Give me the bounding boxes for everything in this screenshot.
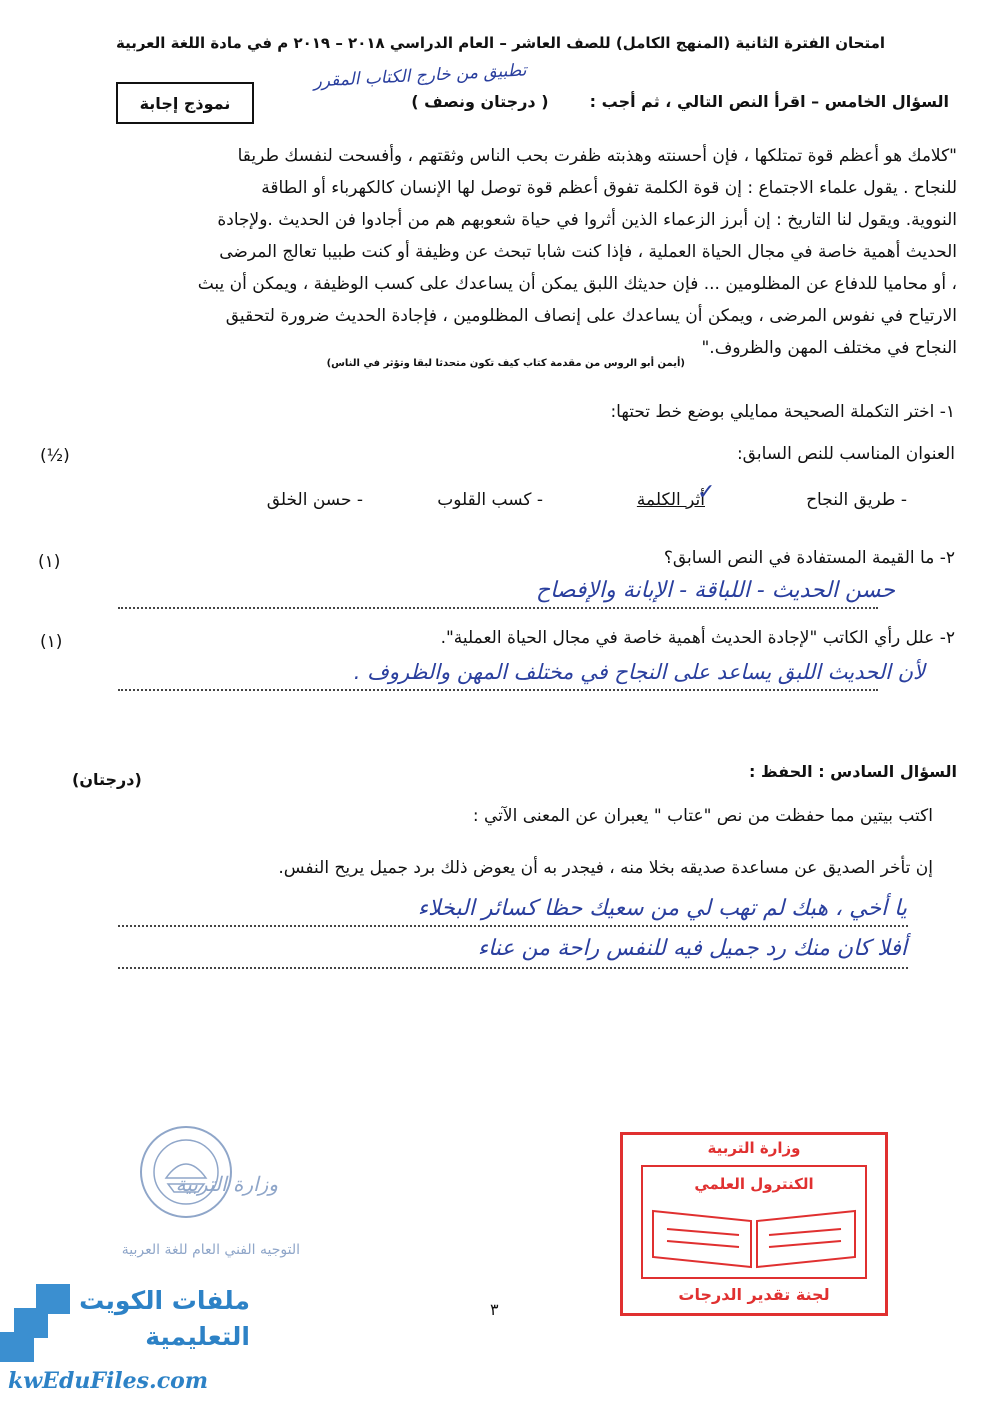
option-good-manners: - حسن الخلق (266, 490, 363, 510)
grading-committee-stamp (620, 1132, 888, 1316)
question-6-meaning: إن تأخر الصديق عن مساعدة صديقه بخلا منه ، فيجدر به أن يعوض ذلك برد جميل يريح النفس. (278, 858, 933, 878)
stamp-bottom-text: لجنة تقدير الدرجات (678, 1285, 830, 1304)
item-2-mark: (١) (38, 552, 61, 572)
question-5-heading (309, 92, 949, 111)
passage-line-2: للنجاح . يقول علماء الاجتماع : إن قوة الكلمة تفوق أعظم قوة توصل لها الإنسان كالكهرباء أو الطاقة (261, 178, 957, 198)
passage-line-5: ، أو محاميا للدفاع عن المظلومين ... فإن حديثك اللبق يمكن أن يساعدك على كسب الوظيفة ، ويمكن أن يبث (197, 274, 957, 294)
stamp-middle-text: الكنترول العلمي (694, 1175, 814, 1193)
question-5-grade: ( درجتان ونصف ) (411, 92, 549, 111)
question-6-grade: (درجتان) (72, 770, 142, 789)
item-1-instruction: ١- اختر التكملة الصحيحة ممايلي بوضع خط تحتها: (610, 402, 955, 422)
open-book-icon (643, 1201, 865, 1271)
model-answer-box (116, 82, 254, 124)
watermark-subtitle: التعليمية (145, 1322, 250, 1351)
item-2-question: ٢- ما القيمة المستفادة في النص السابق؟ (663, 548, 955, 568)
item-1-prompt: العنوان المناسب للنص السابق: (736, 444, 955, 464)
item-2-handwritten-answer: حسن الحديث - اللباقة - الإبانة والإفصاح (535, 578, 895, 603)
answer-dotted-line (118, 924, 908, 927)
ministry-subtitle: التوجيه الفني العام للغة العربية (121, 1242, 300, 1258)
option-path-to-success: - طريق النجاح (806, 490, 907, 510)
passage-line-4: الحديث أهمية خاصة في مجال الحياة العملية ، فإذا كنت شابا تبحث عن وظيفة أو كنت طبيبا تعالج المرضى (219, 242, 957, 262)
checkmark-icon: ✓ (697, 480, 716, 505)
item-3-handwritten-answer: لأن الحديث اللبق يساعد على النجاح في مختلف المهن والظروف . (353, 660, 925, 684)
handwritten-note: تطبيق من خارج الكتاب المقرر (313, 60, 527, 92)
passage-source: (أيمن أبو الروس من مقدمة كتاب كيف تكون متحدثا لبقا وتؤثر في الناس) (326, 358, 685, 369)
item-3-question: ٢- علل رأي الكاتب "لإجادة الحديث أهمية خاصة في مجال الحياة العملية". (440, 628, 955, 648)
stamp-book-frame (641, 1165, 867, 1279)
item-3-mark: (١) (40, 632, 63, 652)
question-6-title: السؤال السادس : الحفظ : (749, 762, 957, 781)
passage-line-7: النجاح في مختلف المهن والظروف." (701, 338, 957, 358)
option-word-impact-selected: أثر الكلمة (636, 490, 705, 510)
question-6-answer-line-2: أفلا كان منك رد جميل فيه للنفس راحة من عناء (477, 936, 907, 961)
passage-line-3: النووية. ويقول لنا التاريخ : إن أبرز الزعماء الذين أثروا في حياة شعوبهم هم من أجادوا فن الحديث .ولإجادة (217, 210, 957, 230)
answer-dotted-line (118, 688, 878, 691)
ministry-logo-text: وزارة التربية (175, 1172, 278, 1196)
question-6-answer-line-1: يا أخي ، هبك لم تهب لي من سعيك حظا كسائر البخلاء (417, 896, 907, 921)
answer-dotted-line (118, 606, 878, 609)
passage-line-1: "كلامك هو أعظم قوة تمتلكها ، فإن أحسنته وهذبته ظفرت بحب الناس وثقتهم ، وأفسحت لنفسك طريقا (237, 146, 957, 166)
passage-line-6: الارتياح في نفوس المرضى ، ويمكن أن يساعدك على إنصاف المظلومين ، فإجادة الحديث ضرورة لتحقيق (225, 306, 957, 326)
exam-header-title: امتحان الفترة الثانية (المنهج الكامل) للصف العاشر – العام الدراسي ٢٠١٨ – ٢٠١٩ م في مادة اللغة العربية (116, 34, 885, 52)
question-6-instruction: اكتب بيتين مما حفظت من نص "عتاب " يعبران عن المعنى الآتي : (472, 806, 933, 826)
watermark-title: ملفات الكويت (79, 1286, 250, 1315)
answer-dotted-line (118, 966, 908, 969)
question-5-title: السؤال الخامس – اقرأ النص التالي ، ثم أجب : (589, 92, 949, 111)
watermark-url[interactable]: kwEduFiles.com (8, 1368, 209, 1394)
page-number: ٣ (490, 1300, 499, 1319)
model-answer-label: نموذج إجابة (139, 93, 231, 113)
option-winning-hearts: - كسب القلوب (437, 490, 543, 510)
item-1-mark: (½) (40, 446, 70, 466)
stamp-top-text: وزارة التربية (707, 1139, 801, 1157)
